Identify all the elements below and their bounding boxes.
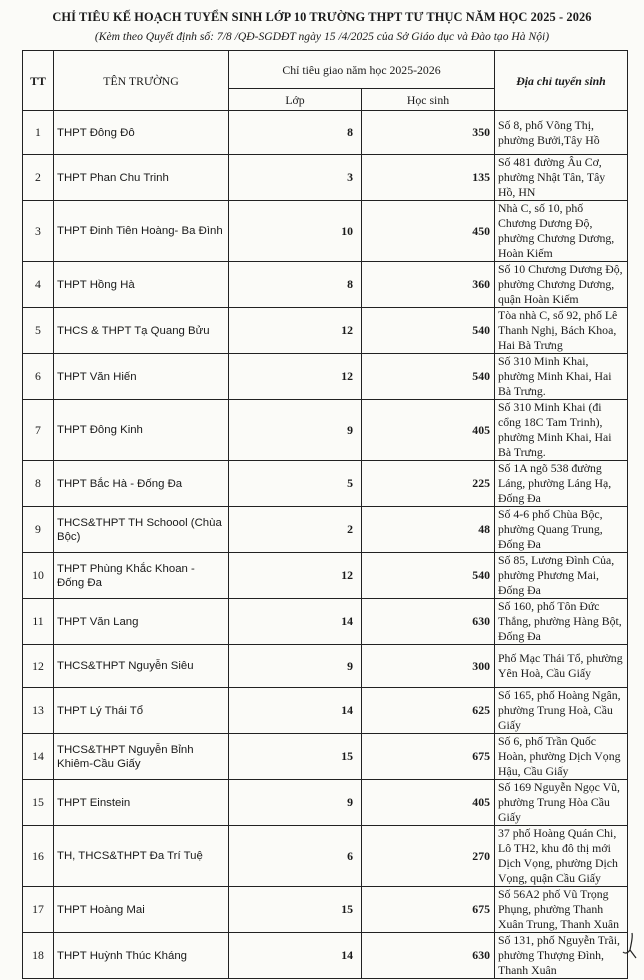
row-number: 5 bbox=[23, 308, 54, 354]
enrollment-address: Số 169 Nguyễn Ngọc Vũ, phường Trung Hòa Cầu Giấy bbox=[495, 780, 628, 826]
student-count: 350 bbox=[362, 111, 495, 155]
school-name: THCS&THPT Nguyễn Siêu bbox=[54, 645, 229, 688]
table-row bbox=[23, 155, 628, 201]
school-name: THCS & THPT Tạ Quang Bửu bbox=[54, 308, 229, 354]
student-count: 675 bbox=[362, 887, 495, 933]
school-name: THPT Phan Chu Trinh bbox=[54, 155, 229, 201]
student-count: 540 bbox=[362, 354, 495, 400]
school-name: THCS&THPT Nguyễn Bỉnh Khiêm-Cầu Giấy bbox=[54, 734, 229, 780]
student-count: 540 bbox=[362, 308, 495, 354]
student-count: 225 bbox=[362, 461, 495, 507]
table-body bbox=[23, 111, 628, 979]
class-count: 15 bbox=[229, 887, 362, 933]
row-number: 8 bbox=[23, 461, 54, 507]
table-row bbox=[23, 111, 628, 155]
school-name: THPT Đinh Tiên Hoàng- Ba Đình bbox=[54, 201, 229, 262]
student-count: 630 bbox=[362, 933, 495, 979]
row-number: 3 bbox=[23, 201, 54, 262]
enrollment-address: Tòa nhà C, số 92, phố Lê Thanh Nghị, Bách Khoa, Hai Bà Trưng bbox=[495, 308, 628, 354]
enrollment-address: Số 85, Lương Đình Của, phường Phương Mai, Đống Đa bbox=[495, 553, 628, 599]
school-name: THPT Đông Kinh bbox=[54, 400, 229, 461]
school-name: THPT Văn Lang bbox=[54, 599, 229, 645]
header-quota-group: Chỉ tiêu giao năm học 2025-2026 bbox=[229, 51, 495, 89]
table-row bbox=[23, 734, 628, 780]
table-row bbox=[23, 826, 628, 887]
enrollment-address: Số 310 Minh Khai, phường Minh Khai, Hai Bà Trưng. bbox=[495, 354, 628, 400]
table-row bbox=[23, 201, 628, 262]
row-number: 17 bbox=[23, 887, 54, 933]
table-row bbox=[23, 780, 628, 826]
school-name: THPT Hồng Hà bbox=[54, 262, 229, 308]
table-row bbox=[23, 308, 628, 354]
table-row bbox=[23, 262, 628, 308]
school-name: THPT Phùng Khắc Khoan - Đống Đa bbox=[54, 553, 229, 599]
enrollment-address: Số 6, phố Trần Quốc Hoàn, phường Dịch Vọng Hậu, Cầu Giấy bbox=[495, 734, 628, 780]
enrollment-address: Số 481 đường Âu Cơ, phường Nhật Tân, Tây Hồ, HN bbox=[495, 155, 628, 201]
enrollment-address: Số 8, phố Võng Thị, phường Bưởi,Tây Hồ bbox=[495, 111, 628, 155]
school-name: THPT Bắc Hà - Đống Đa bbox=[54, 461, 229, 507]
student-count: 630 bbox=[362, 599, 495, 645]
row-number: 4 bbox=[23, 262, 54, 308]
class-count: 5 bbox=[229, 461, 362, 507]
header-classes: Lớp bbox=[229, 89, 362, 111]
class-count: 14 bbox=[229, 599, 362, 645]
class-count: 6 bbox=[229, 826, 362, 887]
class-count: 8 bbox=[229, 262, 362, 308]
enrollment-address: Số 310 Minh Khai (đi cổng 18C Tam Trinh), phường Minh Khai, Hai Bà Trưng. bbox=[495, 400, 628, 461]
class-count: 9 bbox=[229, 400, 362, 461]
table-row bbox=[23, 887, 628, 933]
student-count: 48 bbox=[362, 507, 495, 553]
enrollment-address: Số 160, phố Tôn Đức Thắng, phường Hàng Bột, Đống Đa bbox=[495, 599, 628, 645]
student-count: 675 bbox=[362, 734, 495, 780]
row-number: 18 bbox=[23, 933, 54, 979]
class-count: 14 bbox=[229, 688, 362, 734]
student-count: 625 bbox=[362, 688, 495, 734]
class-count: 9 bbox=[229, 645, 362, 688]
row-number: 7 bbox=[23, 400, 54, 461]
table-row bbox=[23, 354, 628, 400]
school-name: TH, THCS&THPT Đa Trí Tuệ bbox=[54, 826, 229, 887]
header-school: TÊN TRƯỜNG bbox=[54, 51, 229, 111]
school-name: THPT Einstein bbox=[54, 780, 229, 826]
class-count: 15 bbox=[229, 734, 362, 780]
row-number: 9 bbox=[23, 507, 54, 553]
row-number: 12 bbox=[23, 645, 54, 688]
table-row bbox=[23, 461, 628, 507]
row-number: 11 bbox=[23, 599, 54, 645]
header-tt: TT bbox=[23, 51, 54, 111]
table-row bbox=[23, 553, 628, 599]
enrollment-address: Nhà C, số 10, phố Chương Dương Độ, phường Chương Dương, Hoàn Kiếm bbox=[495, 201, 628, 262]
class-count: 12 bbox=[229, 553, 362, 599]
class-count: 9 bbox=[229, 780, 362, 826]
student-count: 540 bbox=[362, 553, 495, 599]
student-count: 270 bbox=[362, 826, 495, 887]
document-subtitle: (Kèm theo Quyết định số: 7/8 /QĐ-SGDĐT ngày 15 /4/2025 của Sở Giáo dục và Đào tạo Hà Nội) bbox=[94, 30, 550, 43]
document-title: CHỈ TIÊU KẾ HOẠCH TUYỂN SINH LỚP 10 TRƯỜNG THPT TƯ THỤC NĂM HỌC 2025 - 2026 bbox=[52, 10, 592, 24]
class-count: 12 bbox=[229, 308, 362, 354]
enrollment-address: Số 4-6 phố Chùa Bộc, phường Quang Trung, Đống Đa bbox=[495, 507, 628, 553]
enrollment-address: 37 phố Hoàng Quán Chi, Lô TH2, khu đô thị mới Dịch Vọng, phường Dịch Vọng, quận Cầu Giấy bbox=[495, 826, 628, 887]
signature-mark bbox=[622, 932, 640, 960]
class-count: 12 bbox=[229, 354, 362, 400]
class-count: 3 bbox=[229, 155, 362, 201]
enrollment-address: Số 131, phố Nguyễn Trãi, phường Thượng Đình, Thanh Xuân bbox=[495, 933, 628, 979]
school-name: THCS&THPT TH Schoool (Chùa Bộc) bbox=[54, 507, 229, 553]
enrollment-address: Số 165, phố Hoàng Ngân, phường Trung Hoà, Cầu Giấy bbox=[495, 688, 628, 734]
class-count: 8 bbox=[229, 111, 362, 155]
header-address: Địa chỉ tuyển sinh bbox=[495, 51, 628, 111]
student-count: 405 bbox=[362, 780, 495, 826]
student-count: 300 bbox=[362, 645, 495, 688]
enrollment-address: Số 56A2 phố Vũ Trọng Phụng, phường Thanh Xuân Trung, Thanh Xuân bbox=[495, 887, 628, 933]
row-number: 10 bbox=[23, 553, 54, 599]
class-count: 10 bbox=[229, 201, 362, 262]
school-name: THPT Đông Đô bbox=[54, 111, 229, 155]
enrollment-address: Số 1A ngõ 538 đường Láng, phường Láng Hạ, Đống Đa bbox=[495, 461, 628, 507]
class-count: 14 bbox=[229, 933, 362, 979]
school-name: THPT Huỳnh Thúc Kháng bbox=[54, 933, 229, 979]
row-number: 2 bbox=[23, 155, 54, 201]
student-count: 405 bbox=[362, 400, 495, 461]
row-number: 15 bbox=[23, 780, 54, 826]
student-count: 360 bbox=[362, 262, 495, 308]
enrollment-address: Phố Mạc Thái Tổ, phường Yên Hoà, Cầu Giấy bbox=[495, 645, 628, 688]
header-students: Học sinh bbox=[362, 89, 495, 111]
enrollment-address: Số 10 Chương Dương Độ, phường Chương Dương, quận Hoàn Kiếm bbox=[495, 262, 628, 308]
row-number: 13 bbox=[23, 688, 54, 734]
row-number: 1 bbox=[23, 111, 54, 155]
school-name: THPT Hoàng Mai bbox=[54, 887, 229, 933]
table-row bbox=[23, 599, 628, 645]
row-number: 16 bbox=[23, 826, 54, 887]
table-row bbox=[23, 688, 628, 734]
student-count: 135 bbox=[362, 155, 495, 201]
row-number: 14 bbox=[23, 734, 54, 780]
school-name: THPT Lý Thái Tổ bbox=[54, 688, 229, 734]
class-count: 2 bbox=[229, 507, 362, 553]
table-row bbox=[23, 933, 628, 979]
table-row bbox=[23, 645, 628, 688]
student-count: 450 bbox=[362, 201, 495, 262]
table-row bbox=[23, 507, 628, 553]
row-number: 6 bbox=[23, 354, 54, 400]
school-name: THPT Văn Hiến bbox=[54, 354, 229, 400]
table-row bbox=[23, 400, 628, 461]
enrollment-table bbox=[22, 50, 628, 979]
